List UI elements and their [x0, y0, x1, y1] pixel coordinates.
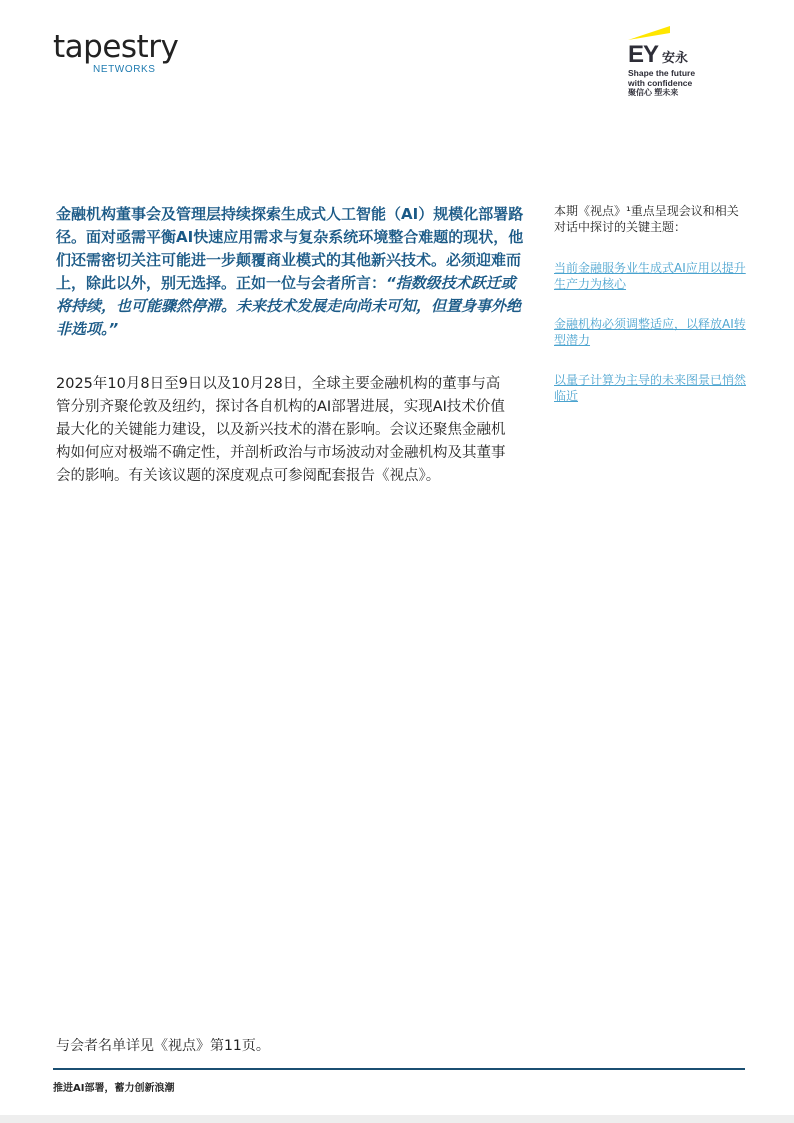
participants-note: 与会者名单详见《视点》第11页。 [56, 1038, 270, 1054]
sidebar [554, 203, 749, 404]
ey-beam-icon [628, 24, 672, 42]
tapestry-networks-logo [53, 29, 193, 75]
ey-logo [628, 24, 728, 98]
footer-divider [53, 1068, 745, 1070]
ey-tagline-1: Shape the future [628, 68, 696, 78]
ey-logo-cn: 安永 [662, 51, 689, 66]
sidebar-topic-link[interactable]: 当前金融服务业生成式AI应用以提升生产力为核心 [554, 261, 746, 291]
ey-tagline-cn: 聚信心 塑未来 [628, 88, 679, 97]
ey-logo-mark: EY [628, 41, 659, 68]
tapestry-logo-sub: NETWORKS [93, 64, 156, 75]
sidebar-intro: 本期《视点》¹重点呈现会议和相关对话中探讨的关键主题： [554, 204, 739, 234]
ey-tagline-2: with confidence [628, 78, 693, 88]
tapestry-logo-word: tapestry [53, 29, 179, 65]
footer-title: 推进AI部署，蓄力创新浪潮 [53, 1083, 175, 1094]
sidebar-topic-link[interactable]: 以量子计算为主导的未来图景已悄然临近 [554, 373, 747, 403]
lead-text: 金融机构董事会及管理层持续探索生成式人工智能（AI）规模化部署路径。面对亟需平衡AI快速应用需求与复杂系统环境整合难题的现状，他们还需密切关注可能进一步颠覆商业模式的其他新兴技术。必须迎难而上，除此以外，别无选择。正如一位与会者所言： [56, 205, 524, 292]
lead-quote: “指数级技术跃迁或将持续，也可能骤然停滞。未来技术发展走向尚未可知，但置身事外绝非选项。” [56, 274, 522, 338]
body-paragraph: 2025年10月8日至9日以及10月28日，全球主要金融机构的董事与高管分别齐聚伦敦及纽约，探讨各自机构的AI部署进展，实现AI技术价值最大化的关键能力建设，以及新兴技术的潜在影响。会议还聚焦金融机构如何应对极端不确定性，并剖析政治与市场波动对金融机构及其董事会的影响。有关该议题的深度观点可参阅配套报告《视点》。 [56, 376, 506, 484]
sidebar-topic-link[interactable]: 金融机构必须调整适应，以释放AI转型潜力 [554, 317, 746, 347]
lead-paragraph [56, 203, 526, 341]
page-bottom-band [0, 1115, 794, 1123]
